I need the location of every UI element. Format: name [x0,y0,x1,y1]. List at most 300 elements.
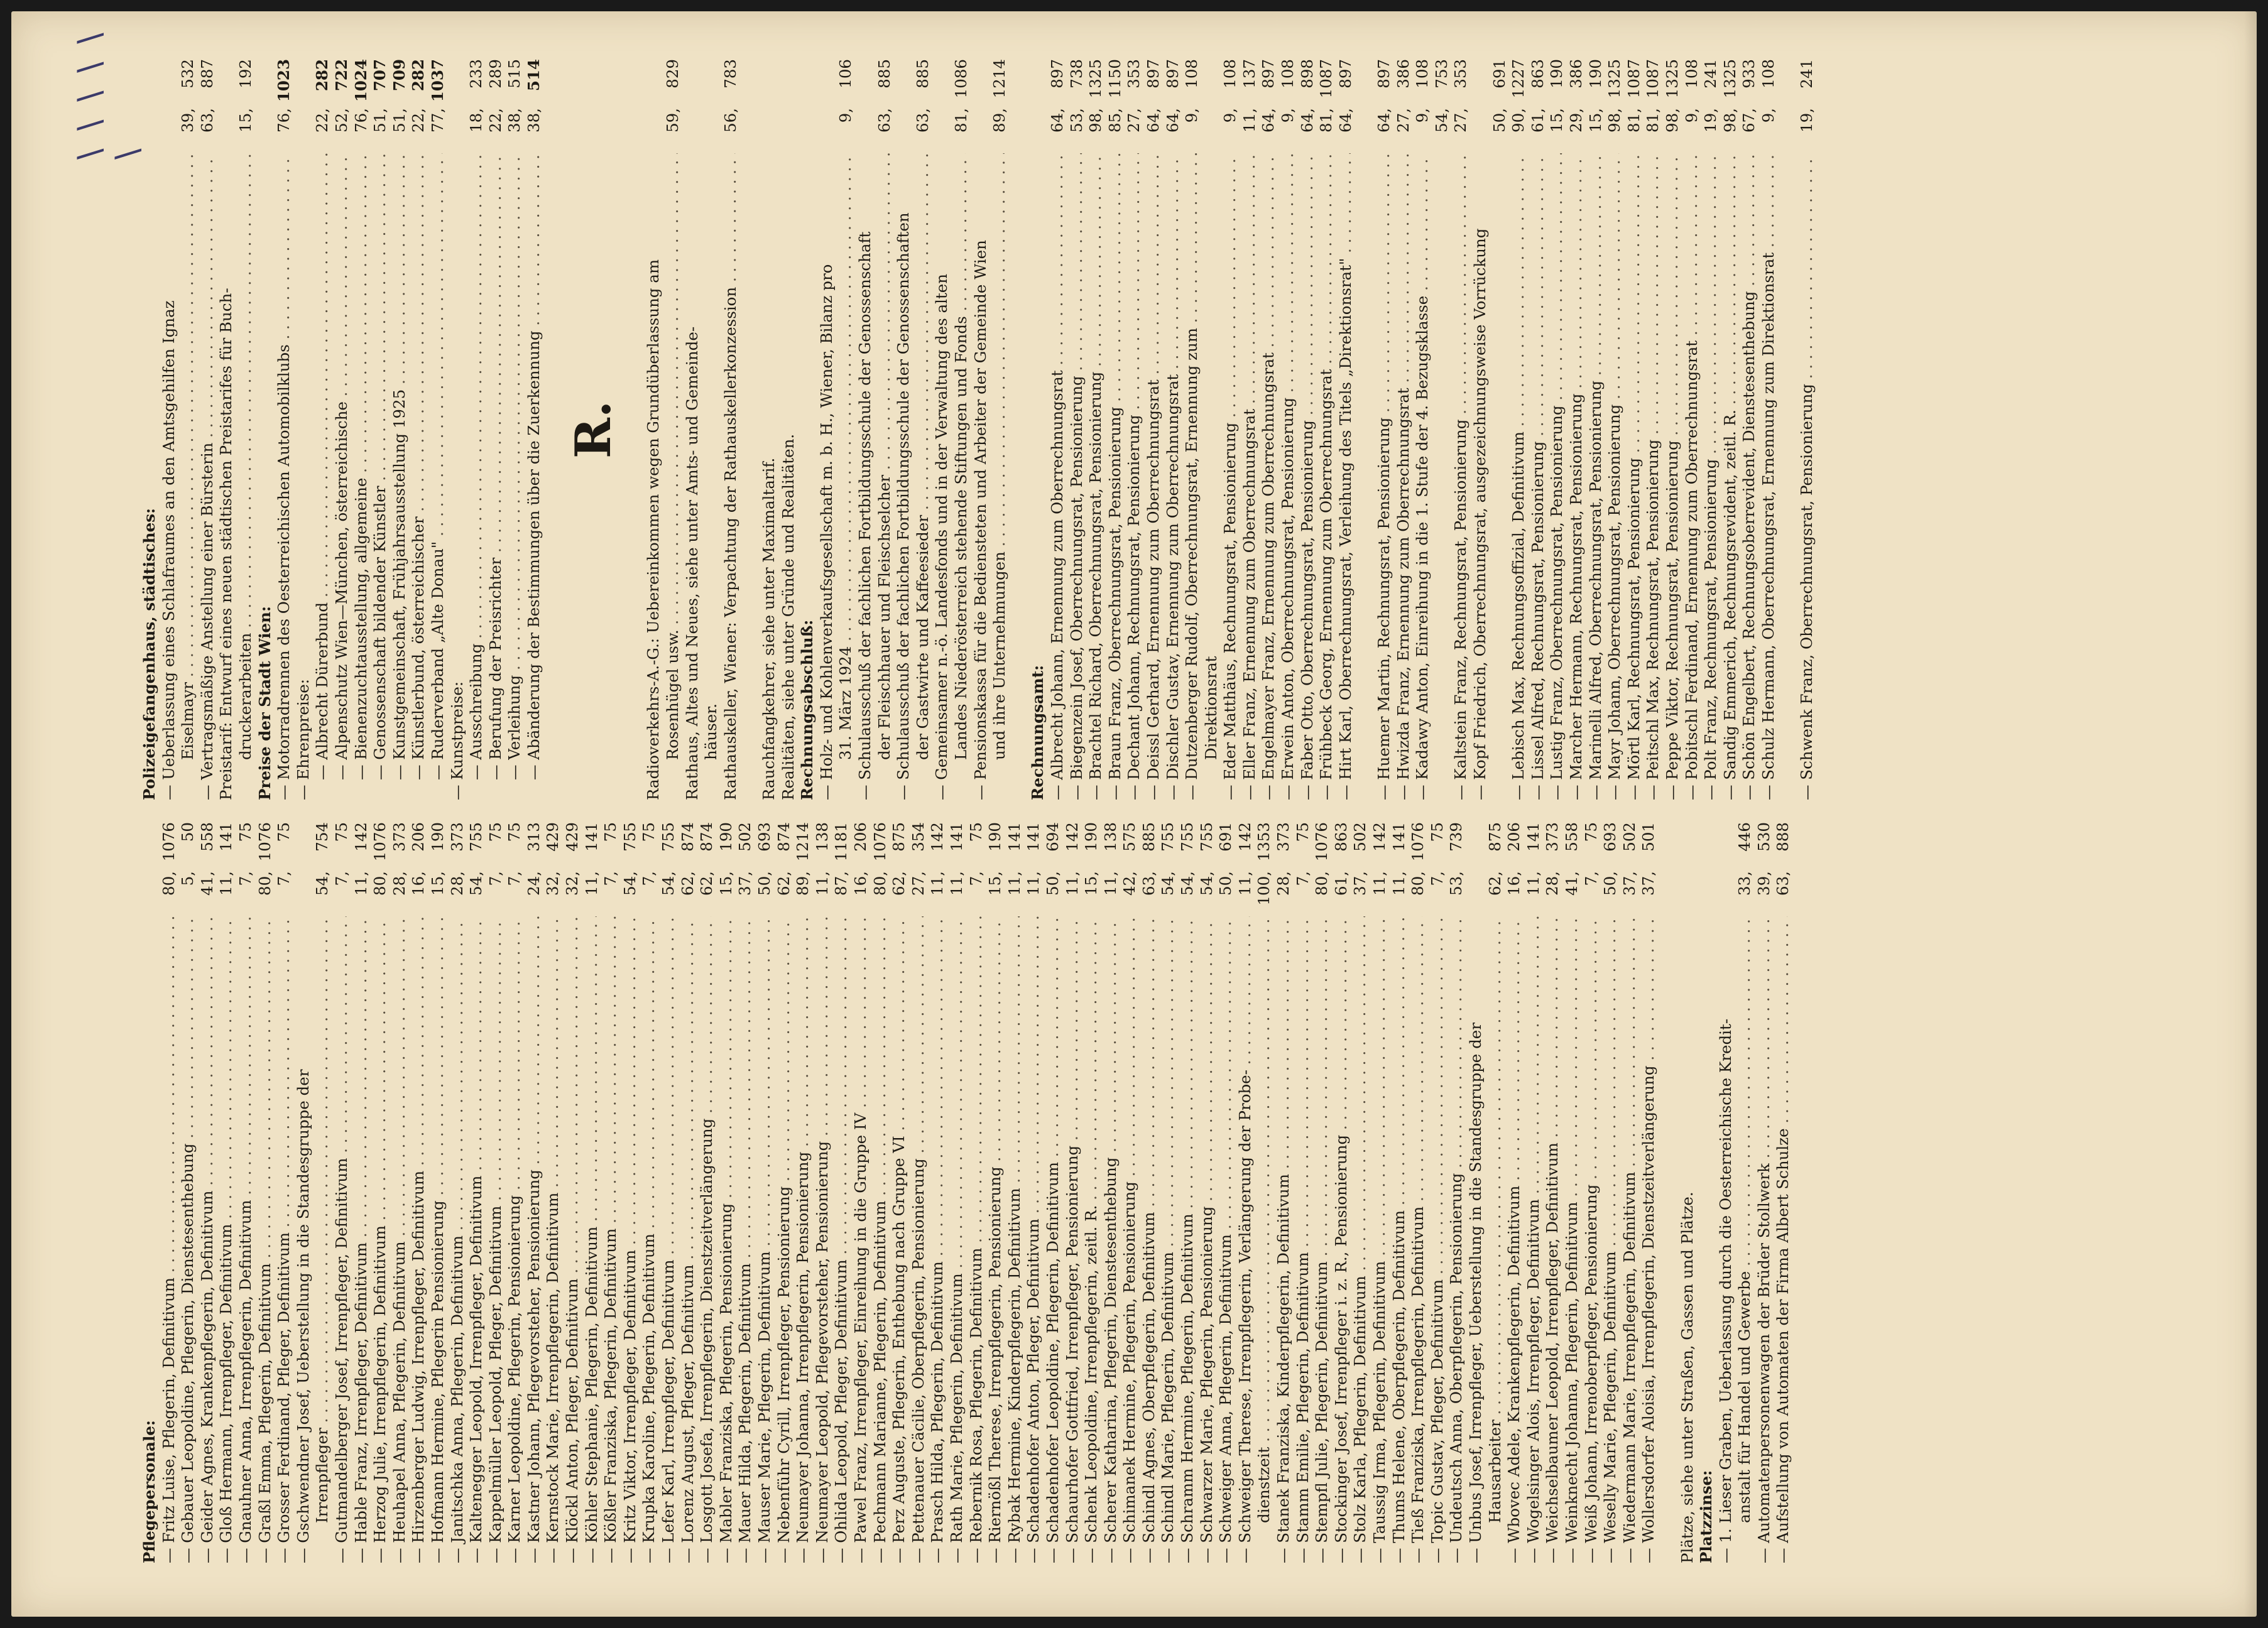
index-entry [1451,59,1471,800]
entry-text: — Stempfl Julie, Pflegerin, Definitivum . . . [1312,916,1332,1563]
index-entry [1721,59,1740,800]
entry-reference [952,59,971,153]
page-number: 141 [582,822,601,852]
issue-number: 9, [1278,108,1297,123]
page-edge-shadow [2244,11,2257,1617]
index-heading [140,59,160,800]
entry-reference [1317,59,1336,153]
issue-number: 38, [524,108,543,133]
issue-number: 54, [1432,108,1451,133]
page-number: 75 [236,822,254,842]
entry-text: — Losgott Josefa, Irrenpflegerin, Dienstzeitverlängerung . . . [697,916,717,1563]
entry-text: Eiselmayr . . . [178,153,198,760]
entry-reference [198,59,217,153]
entry-text: — Schweiger Anna, Pflegerin, Definitivum . . . [1216,916,1236,1563]
index-entry [178,822,198,1563]
index-entry [332,822,352,1563]
issue-number: 64, [1047,108,1066,133]
index-entry [1659,822,1678,1563]
issue-number: 16, [1505,871,1524,896]
index-entry [1178,822,1197,1563]
entry-text: — Stockinger Josef, Irrenpfleger i. z. R., Pensionierung . . . [1332,916,1351,1563]
issue-number: 62, [697,871,716,896]
issue-number: 64, [1163,108,1182,133]
page-number: 933 [1740,59,1758,89]
index-entry [1735,822,1755,1563]
index-entry [663,59,683,800]
page-number: 1076 [159,822,178,862]
page-number: 353 [1451,59,1470,89]
entry-reference [1740,59,1759,153]
issue-number: 15, [1547,108,1566,133]
page-number: 1076 [255,822,274,862]
index-entry [1779,59,1798,800]
page-number: 108 [1182,59,1201,89]
issue-number: 80, [870,871,889,896]
issue-number: 9, [836,108,855,123]
issue-number: 98, [1086,108,1105,133]
issue-number: 77, [428,108,447,133]
entry-reference [1010,59,1029,153]
index-entry [1639,822,1659,1563]
page-rotated [11,11,2257,1617]
index-entry [236,59,256,800]
entry-text: dienstzeit . . . [1255,916,1274,1523]
index-entry [1106,59,1125,800]
entry-reference [1639,822,1659,916]
issue-number: 11, [582,871,601,896]
entry-reference [1620,822,1640,916]
entry-text: — Lustig Franz, Oberrechnungsrat, Pensionierung . . . [1547,153,1567,800]
page-number: 693 [755,822,773,852]
entry-reference [1063,822,1082,916]
entry-text: — Kunstpreise: [447,681,466,800]
index-entry [1278,59,1298,800]
entry-text: der Gastwirte und Kaffeesieder . . . [913,153,933,760]
entry-text: — Faber Otto, Oberrechnungsrat, Pensionierung . . . [1298,153,1317,800]
entry-text: Rathaus, Altes und Neues, siehe unter Amts- und Gemeinde- [682,326,701,800]
index-entry [1509,59,1529,800]
page-number: 108 [1278,59,1297,89]
issue-number: 59, [663,108,682,133]
index-entry [1644,59,1663,800]
page-number: 1086 [951,59,970,99]
page-number: 501 [1639,822,1658,852]
page-number: 502 [1351,822,1370,852]
entry-text: — Kritz Viktor, Irrenpfleger, Definitivum . . . [621,916,640,1563]
entry-text: — Albrecht Dürerbund . . . [313,153,332,780]
index-entry [1390,822,1409,1563]
index-entry [1678,822,1698,1563]
issue-number: 37, [1639,871,1658,896]
index-entry [851,822,871,1563]
index-entry [913,59,933,800]
entry-reference [1390,822,1409,916]
issue-number: 7, [1293,871,1312,886]
page-number: 515 [505,59,524,89]
entry-reference [1044,822,1063,916]
index-entry [1543,822,1562,1563]
issue-number: 81, [1644,108,1662,133]
page-number: 755 [1197,822,1216,852]
entry-reference [178,822,198,916]
entry-text: — Schulausschuß der fachlichen Fortbildungsschule der Genossenschaften [894,212,913,800]
issue-number: 80, [159,871,178,896]
entry-reference [352,822,371,916]
entry-text: — Pechmann Marianne, Pflegerin, Definitivum . . . [871,916,890,1563]
index-entry [1524,822,1544,1563]
index-entry [1701,59,1721,800]
entry-text: — Ausschreibung . . . [467,153,486,780]
issue-number: 62, [774,871,793,896]
issue-number: 54, [620,871,639,896]
page-number: 233 [467,59,486,89]
entry-text: — Kernstock Marie, Irrenpflegerin, Definitivum . . . [543,916,563,1563]
entry-reference [1197,822,1217,916]
index-entry [1413,59,1432,800]
issue-number: 7, [236,871,254,886]
entry-reference [1601,822,1620,916]
entry-reference [160,822,179,916]
entry-reference [740,59,760,153]
index-entry [505,822,525,1563]
entry-text: Rosenhügel usw. . . . [663,153,683,760]
entry-reference [1120,822,1140,916]
index-entry [428,822,448,1563]
page-number: 75 [505,822,524,842]
issue-number: 38, [505,108,524,133]
page-number: 514 [524,59,543,92]
page-number: 558 [197,822,216,852]
pencil-mark: \ \ \ \ \ \ [71,29,146,160]
entry-text: 31. März 1924 . . . [836,153,856,760]
issue-number: 11, [928,871,947,896]
entry-text: — Schweiger Therese, Irrenpflegerin, Verlängerung der Probe- . . . [1236,916,1255,1563]
entry-reference [1106,59,1125,153]
index-entry [1375,59,1394,800]
page-number: 1024 [351,59,370,102]
entry-text: — Schwenk Franz, Oberrechnungsrat, Pensionierung . . . [1797,153,1817,800]
page-number: 106 [836,59,855,89]
issue-number: 15, [1586,108,1605,133]
issue-number: 50, [1601,871,1620,896]
entry-reference [236,59,256,153]
index-entry [1529,59,1548,800]
issue-number: 50, [755,871,773,896]
index-entry [1774,822,1793,1563]
entry-text: — Klöckl Anton, Pfleger, Definitivum . . . [563,916,582,1563]
index-entry [1605,59,1625,800]
index-entry [909,822,929,1563]
issue-number: 56, [721,108,739,133]
entry-reference [793,822,813,916]
entry-reference [275,59,294,153]
entry-reference [986,822,1005,916]
entry-text: — Kopf Friedrich, Oberrechnungsrat, ausgezeichnungsweise Vorrückung [1471,228,1489,800]
page-number: 885 [875,59,893,89]
entry-text: — Peitschl Max, Rechnungsrat, Pensionierung . . . [1644,153,1663,800]
entry-text: — Schön Engelbert, Rechnungsoberrevident, Dienstesenthebung . . . [1740,153,1759,800]
index-entry [1221,59,1240,800]
index-entry [894,59,913,800]
issue-number: 11, [1062,871,1081,896]
issue-number: 19, [1701,108,1720,133]
issue-number: 50, [1043,871,1062,896]
index-entry [967,822,986,1563]
entry-reference [1164,59,1183,153]
page-number: 138 [1101,822,1120,852]
entry-reference [332,59,352,153]
index-entry [1120,822,1140,1563]
issue-number: 11, [217,871,236,896]
entry-text: Rechnungsamt: [1028,665,1047,800]
page-number: 887 [197,59,216,89]
entry-reference [525,822,544,916]
entry-reference [1067,59,1087,153]
index-entry [178,59,198,800]
page-number: 108 [1221,59,1240,89]
index-entry [217,59,236,800]
index-entry [952,59,971,800]
entry-text: Preistarif: Entwurf eines neuen städtischen Preistarifes für Buch- [217,288,236,800]
index-entry [390,822,410,1563]
entry-reference [1432,59,1452,153]
issue-number: 85, [1105,108,1124,133]
issue-number: 50, [1216,871,1235,896]
index-entry [971,59,991,800]
page-number: 190 [1547,59,1566,89]
issue-number: 15, [716,871,735,896]
index-entry [1298,59,1317,800]
issue-number: 32, [543,871,562,896]
index-entry [1125,59,1144,800]
page-number: 739 [1447,822,1466,852]
page-number: 875 [890,822,908,852]
entry-reference [525,59,544,153]
entry-text: — Hofmann Hermine, Pflegerin Pensionierung . . . [428,916,448,1563]
issue-number: 5, [178,871,197,886]
entry-text: druckerarbeiten . . . [236,153,256,760]
issue-number: 9, [1221,108,1240,123]
entry-reference [1547,59,1567,153]
entry-text: — Hirzenberger Ludwig, Irrenpfleger, Definitivum . . . [409,916,428,1563]
index-entry [760,59,779,800]
entry-reference [275,822,294,916]
page-number: 142 [1062,822,1081,852]
issue-number: 62, [1485,871,1504,896]
entry-reference [1471,59,1490,153]
page-number: 755 [620,822,639,852]
entry-reference [467,59,486,153]
page-number: 558 [1562,822,1581,852]
entry-text: — Lissel Alfred, Rechnungsrat, Pensionierung . . . [1529,153,1548,800]
page-number: 141 [1389,822,1408,852]
entry-text: — Neumayer Leopold, Pflegevorsteher, Pensionierung . . . [813,916,832,1563]
entry-reference [236,822,256,916]
page-number: 898 [1297,59,1316,89]
issue-number: 32, [563,871,582,896]
entry-text: — Schwarzer Marie, Pflegerin, Pensionierung . . . [1197,916,1217,1563]
page-number: 386 [1566,59,1585,89]
index-entry [198,822,217,1563]
index-entry [1505,822,1524,1563]
page-number: 108 [1682,59,1701,89]
issue-number: 9, [1413,108,1432,123]
entry-text: — Ueberlassung eines Schlafraumes an den Amtsgehilfen Ignaz [159,300,178,800]
entry-reference [1543,822,1562,916]
page-number: 502 [1620,822,1638,852]
index-entry [1182,59,1202,800]
page-number: 373 [390,822,408,852]
entry-reference [1466,822,1486,916]
entry-reference [755,822,775,916]
entry-text: — Weinknecht Johanna, Pflegerin, Definitivum . . . [1562,916,1582,1563]
issue-number: 41, [197,871,216,896]
entry-reference [1659,822,1678,916]
index-entry [448,822,467,1563]
entry-reference [256,822,275,916]
entry-text: — Vertragsmäßige Anstellung einer Bürsterin . . . [198,153,217,800]
page-number: 373 [1274,822,1293,852]
issue-number: 28, [1543,871,1562,896]
entry-reference [1312,822,1332,916]
entry-text: — Pensionskassa für die Bediensteten und Arbeiter der Gemeinde Wien [971,240,990,800]
issue-number: 81, [1624,108,1643,133]
entry-text: — Künstlerbund, österreichischer . . . [409,153,428,780]
page-number: 897 [1336,59,1355,89]
entry-reference [1125,59,1144,153]
entry-text: Hausarbeiter . . . [1486,916,1505,1523]
entry-reference [1202,59,1221,153]
page-number: 502 [736,822,755,852]
index-entry [160,59,179,800]
entry-reference [663,59,683,153]
page-number: 282 [313,59,332,92]
page-number: 75 [1581,822,1600,842]
entry-reference [1409,822,1428,916]
page-number: 190 [428,822,447,852]
issue-number: 11, [1024,871,1043,896]
issue-number: 63, [197,108,216,133]
entry-reference [1447,822,1466,916]
issue-number: 39, [1754,871,1773,896]
entry-text: — Holz- und Kohlenverkaufsgesellschaft m. b. H., Wiener, Bilanz pro [817,264,836,800]
entry-reference [1716,822,1736,916]
entry-text: — Rybak Hermine, Kinderpflegerin, Definitivum . . . [1005,916,1025,1563]
page-number: 897 [1143,59,1162,89]
entry-reference [1394,59,1414,153]
issue-number: 51, [390,108,408,133]
entry-text: — Mauer Hilda, Pflegerin, Definitivum . . . [736,916,755,1563]
index-entry [1428,822,1447,1563]
page-number: 206 [1505,822,1524,852]
issue-number: 81, [1317,108,1336,133]
index-entry [198,59,217,800]
index-entry [1236,822,1255,1563]
entry-text: — Abänderung der Bestimmungen über die Zuerkennung . . . [525,153,544,780]
entry-text: — Fritz Luise, Pflegerin, Definitivum . . . [160,916,179,1563]
issue-number: 54, [467,871,486,896]
index-entry [236,822,256,1563]
index-entry [1355,59,1375,800]
index-entry [793,822,813,1563]
page-number: 1076 [1409,822,1427,862]
entry-reference [1524,822,1544,916]
page-number: 354 [908,822,927,852]
entry-reference [990,59,1010,153]
entry-text: Realitäten, siehe unter Gründe und Realitäten. [778,433,797,800]
issue-number: 27, [1125,108,1143,133]
right-column [140,59,1817,800]
entry-reference [947,822,967,916]
entry-text: Rechnungsabschluß: [798,619,817,800]
issue-number: 22, [486,108,504,133]
index-entry [1317,59,1336,800]
page-number: 108 [1758,59,1777,89]
entry-text: — Ruderverband „Alte Donau" . . . [428,153,448,780]
entry-text: — Graßl Emma, Pflegerin, Definitivum . . . [256,916,275,1563]
page-number: 313 [524,822,543,852]
issue-number: 15, [236,108,254,133]
index-entry [1063,822,1082,1563]
page-number: 1076 [870,822,889,862]
index-entry [817,59,837,800]
index-entry [563,822,582,1563]
index-entry [1067,59,1087,800]
entry-reference [1779,59,1798,153]
index-entry [332,59,352,800]
issue-number: 90, [1509,108,1528,133]
index-entry [1601,822,1620,1563]
page-number: 897 [1163,59,1182,89]
entry-reference [851,822,871,916]
index-entry [1471,59,1490,800]
entry-text: — Ehrenpreise: [293,679,312,800]
entry-reference [1240,59,1260,153]
page-number: 75 [966,822,985,842]
entry-reference [428,59,448,153]
page-number: 190 [1586,59,1605,89]
entry-text: — Engelmayer Franz, Ernennung zum Oberrechnungsrat . . . [1259,153,1278,800]
index-entry [832,822,851,1563]
entry-text: Direktionsrat [1201,656,1220,760]
entry-reference [721,59,741,153]
issue-number: 76, [275,108,293,133]
issue-number: 7, [640,871,658,886]
index-entry [932,59,952,800]
index-entry [1044,822,1063,1563]
page-number: 1325 [1086,59,1105,99]
entry-text: — Genossenschaft bildender Künstler . . . [371,153,390,780]
issue-number: 42, [1120,871,1139,896]
index-entry [856,59,875,800]
entry-reference [1375,59,1394,153]
entry-reference [390,59,410,153]
index-entry [755,822,775,1563]
page-number: 532 [178,59,197,89]
page-number: 353 [1125,59,1143,89]
entry-reference [683,59,702,153]
page-number: 575 [1120,822,1139,852]
entry-text: — Köhler Stephanie, Pflegerin, Definitivum . . . [582,916,602,1563]
index-entry [1582,822,1601,1563]
entry-reference [198,822,217,916]
page-number: 75 [601,822,620,842]
entry-text: häuser. [702,703,721,760]
issue-number: 11, [351,871,370,896]
issue-number: 19, [1797,108,1816,133]
index-entry [428,59,448,800]
